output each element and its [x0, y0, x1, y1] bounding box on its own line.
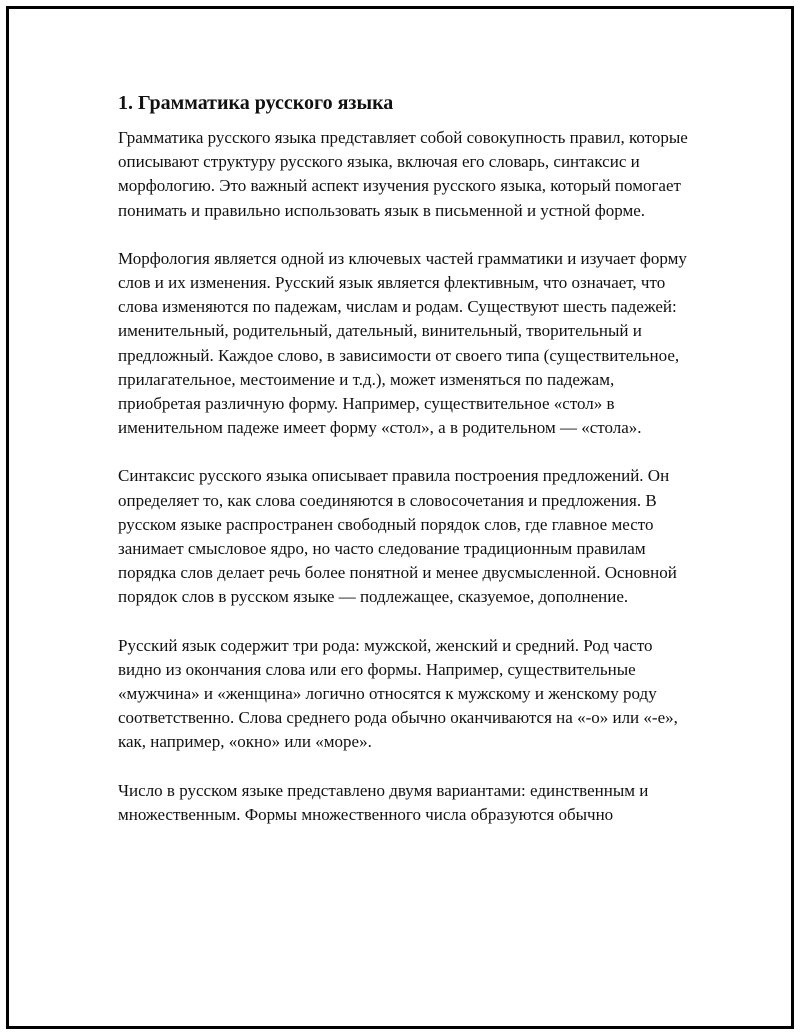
paragraph-morphology: Морфология является одной из ключевых частей грамматики и изучает форму слов и их изменения. Русский язык является флективным, что означает, что слова изменяются по падежам, числам и родам. Существуют шесть падежей: именительный, родительный, дательный, винительный, творительный и предложный. Каждое слово, в зависимости от своего типа (существительное, прилагательное, местоимение и т.д.), может изменяться по падежам, приобретая различную форму. Например, существительное «стол» в именительном падеже имеет форму «стол», а в родительном — «стола».: [118, 248, 687, 438]
document-body: [118, 90, 698, 851]
paragraph-syntax: Синтаксис русского языка описывает правила построения предложений. Он определяет то, как слова соединяются в словосочетания и предложения. В русском языке распространен свободный порядок слов, где главное место занимает смысловое ядро, но часто следование традиционным правилам порядка слов делает речь более понятной и менее двусмысленной. Основной порядок слов в русском языке — подлежащее, сказуемое, дополнение.: [118, 466, 677, 607]
paragraph-grammar-intro: Грамматика русского языка представляет собой совокупность правил, которые описывают структуру русского языка, включая его словарь, синтаксис и морфологию. Это важный аспект изучения русского языка, который помогает понимать и правильно использовать язык в письменной и устной форме.: [118, 128, 688, 220]
paragraph-gender: Русский язык содержит три рода: мужской, женский и средний. Род часто видно из окончания слова или его формы. Например, существительные «мужчина» и «женщина» логично относятся к мужскому и женскому роду соответственно. Слова среднего рода обычно оканчиваются на «-о» или «-е», как, например, «окно» или «море».: [118, 635, 678, 752]
paragraph-number: Число в русском языке представлено двумя вариантами: единственным и множественным. Формы множественного числа образуются обычно: [118, 780, 649, 824]
section-heading: 1. Грамматика русского языка: [118, 92, 394, 114]
